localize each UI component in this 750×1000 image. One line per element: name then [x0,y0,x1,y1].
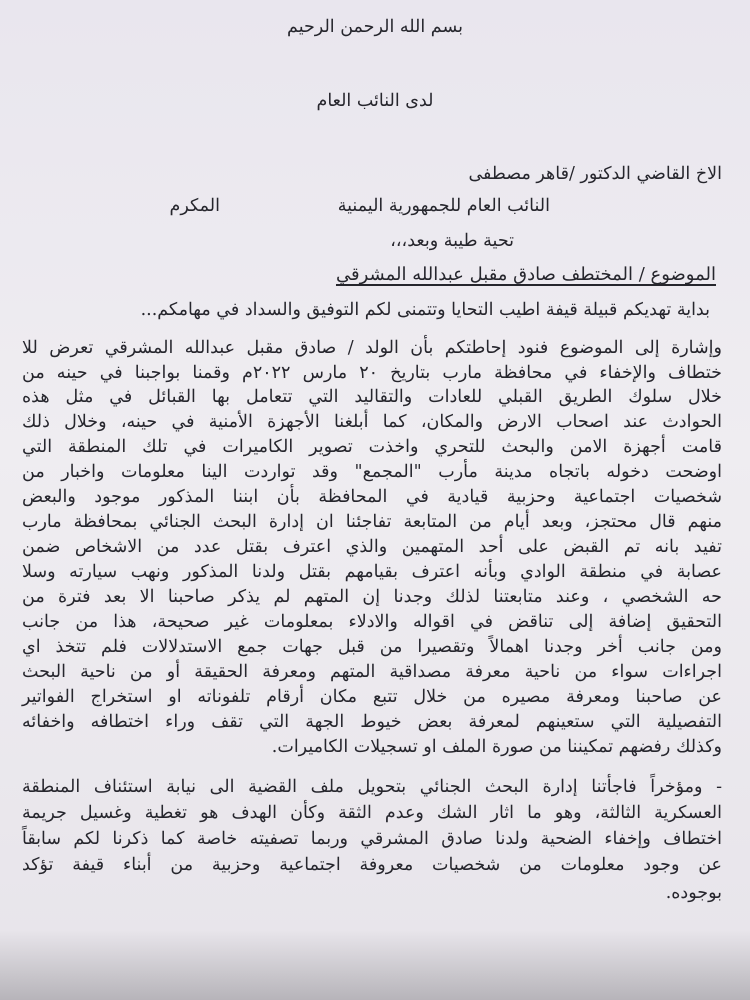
body-line: التحقيق إضافة إلى تناقض في اقواله والادلاء بمعلومات غير صحيحة، هذا من جانب [22,612,722,632]
greeting: تحية طيبة وبعد،،، [390,231,514,251]
body-line: ختطاف والإخفاء في محافظة مارب بتاريخ ٢٠ مارس ٢٠٢٢م وقمنا بواجبنا في حينه من [22,363,722,383]
subject-line: الموضوع / المختطف صادق مقبل عبدالله المشرقي [335,264,716,285]
addressee-line-2: النائب العام للجمهورية اليمنية [337,196,550,216]
body-line: خلال سلوك الطريق القبلي للعادات والتقاليد التي تتعامل بها القبائل في مثل هذه [22,387,722,407]
body-line: الحوادث عند اصحاب الارض والمكان، كما أبلغنا الأجهزة الأمنية في حينه، وخلال ذلك [22,412,722,432]
page-shadow [0,930,750,1000]
addressee-line-1: الاخ القاضي الدكتور /قاهر مصطفى [468,164,722,184]
body-line: قامت أجهزة الامن والبحث للتحري واخذت تصوير الكاميرات في تلك المنطقة التي [22,437,722,457]
body-line: عن صاحبنا ومعرفة مصيره من خلال تتبع مكان أرقام تلفوناته او استخراج الفواتير [22,687,722,707]
body-line: اختطاف وإخفاء الضحية ولدنا صادق المشرقي وربما تصفيته خاصة كما ذكرنا لكم سابقاً [22,829,722,849]
body-line: شخصيات اجتماعية وحزبية قيادية في المحافظة بأن ابننا المذكور موجود والبعض [22,487,722,507]
body-line: بداية تهديكم قبيلة قيفة اطيب التحايا وتتمنى لكم التوفيق والسداد في مهامكم... [140,300,710,320]
body-line: - ومؤخراً فاجأتنا إدارة البحث الجنائي بتحويل ملف القضية الى نيابة استئناف المنطقة [22,777,722,797]
body-line: وكذلك رفضهم تمكيننا من صورة الملف او تسجيلات الكاميرات. [271,737,722,757]
body-line: التفصيلية التي ستعينهم لمعرفة بعض خيوط الجهة التي تقف وراء اختطافه واخفائه [22,712,722,732]
body-line: العسكرية الثالثة، وهو ما اثار الشك وعدم الثقة وكأن الهدف هو تغطية وغسيل جريمة [22,803,722,823]
body-line: تفيد بانه تم القبض على أحد المتهمين والذي اعترف بقتل عدد من الاشخاص ضمن [22,537,722,557]
honorific: المكرم [169,196,220,216]
body-line: عن وجود معلومات من شخصيات معروفة اجتماعية وحزبية من أبناء قيفة تؤكد [22,855,722,875]
body-line: بوجوده. [665,883,722,903]
body-line: اجراءات سواء من ناحية معرفة مصداقية المتهم ومعرفة الحقيقة أو من ناحية البحث [22,662,722,682]
body-line: وإشارة إلى الموضوع فنود إحاطتكم بأن الولد / صادق مقبل عبدالله المشرقي تعرض للا [22,338,722,358]
body-line: منهم قال محتجز، وبعد أيام من المتابعة تفاجئنا ان إدارة البحث الجنائي بمحافظة مارب [22,512,722,532]
basmala: بسم الله الرحمن الرحيم [287,17,463,37]
body-line: اوضحت دخوله باتجاه مدينة مأرب "المجمع" وقد تواردت الينا معلومات واخبار من [22,462,722,482]
recipient-office: لدى النائب العام [316,91,434,111]
body-line: عصابة في منطقة الوادي وبأنه اعترف بقيامهم بقتل ولدنا المذكور ونهب سيارته وسلا [22,562,722,582]
body-line: حه الشخصي ، وعند متابعتنا لذلك وجدنا إن المتهم لم يذكر صاحبنا الا بعد فترة من [22,587,722,607]
body-line: ومن جانب أخر وجدنا اهمالاً وتقصيرا من قبل جهات جمع الاستدلالات فلم تتخذ اي [22,637,722,657]
